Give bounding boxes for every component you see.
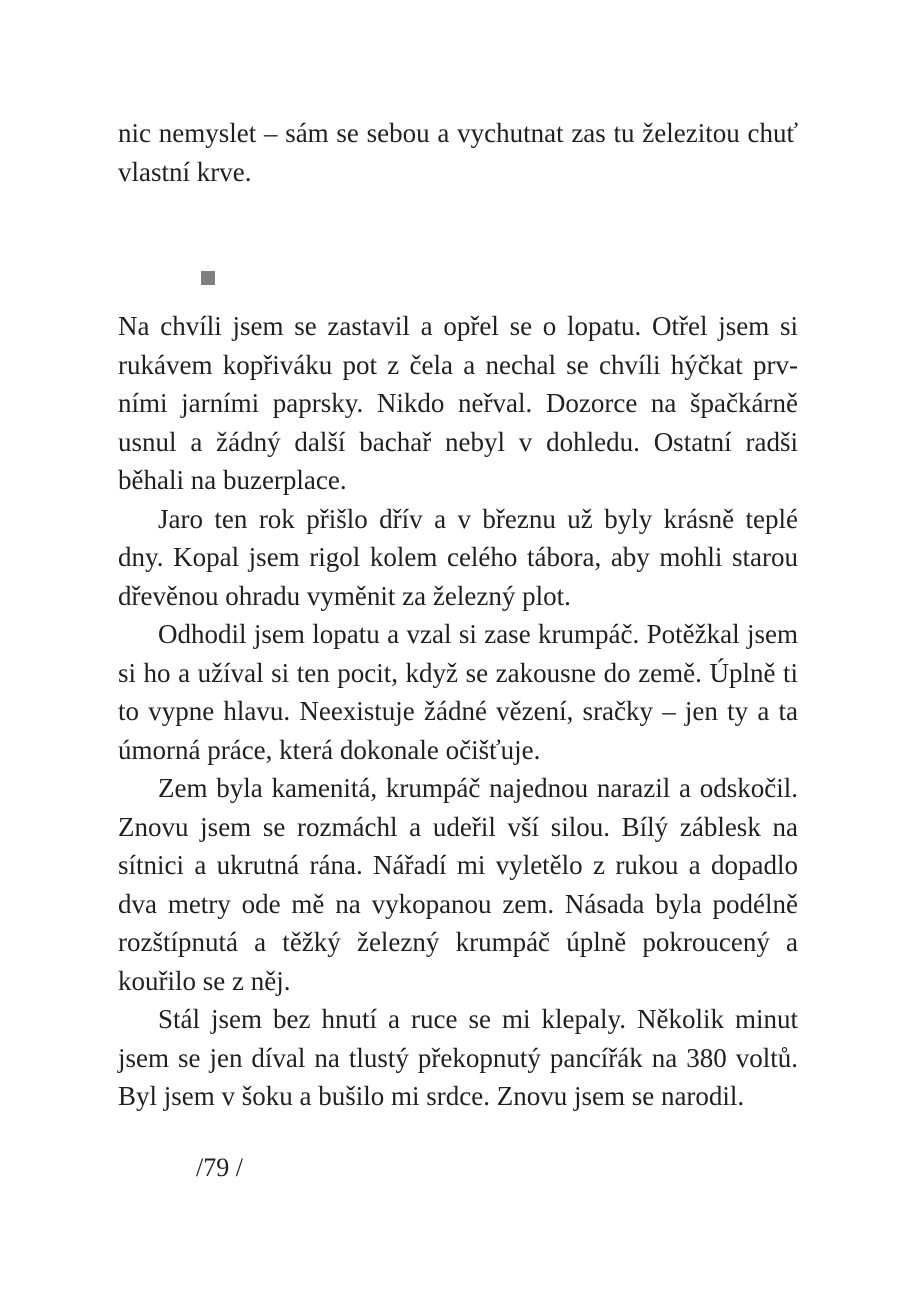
paragraph-2: Jaro ten rok přišlo dřív a v březnu už byly krásně teplé dny. Kopal jsem rigol kolem celého tábora, aby mohli starou dřevěnou ohradu vyměnit za železný plot. (118, 503, 798, 611)
continued-paragraph: nic nemyslet – sám se sebou a vychutnat zas tu železitou chuť vlastní krve. (118, 118, 798, 187)
page-number: /79 / (196, 1153, 243, 1182)
paragraph-4: Zem byla kamenitá, krumpáč najednou narazil a odskočil. Znovu jsem se rozmáchl a udeřil vší silou. Bílý záblesk na sítnici a ukrutná rána. Nářadí mi vyletělo z rukou a dopadlo dva metry ode mě na vykopanou zem. Násada byla podélně rozštípnutá a těžký železný krumpáč úplně pokroucený a kouřilo se z něj. (118, 773, 798, 996)
continued-text-block (118, 114, 798, 191)
section-break-square-icon (201, 271, 215, 285)
paragraph-5: Stál jsem bez hnutí a ruce se mi klepaly. Několik minut jsem se jen díval na tlustý překopnutý pancířák na 380 voltů. Byl jsem v šoku a bušilo mi srdce. Znovu jsem se narodil. (118, 1004, 798, 1111)
section-text-block (118, 307, 798, 1116)
paragraph-1: Na chvíli jsem se zastavil a opřel se o lopatu. Otřel jsem si rukávem kopřiváku pot z čela a nechal se chvíli hýčkat prvními jarními paprsky. Nikdo neřval. Dozorce na špačkárně usnul a žádný další bachař nebyl v dohledu. Ostatní radši běhali na buzerplace. (118, 311, 798, 495)
paragraph-3: Odhodil jsem lopatu a vzal si zase krumpáč. Potěžkal jsem si ho a užíval si ten pocit, když se zakousne do země. Úplně ti to vypne hlavu. Neexistuje žádné vězení, sračky – jen ty a ta úmorná práce, která dokonale očišťuje. (118, 619, 798, 765)
